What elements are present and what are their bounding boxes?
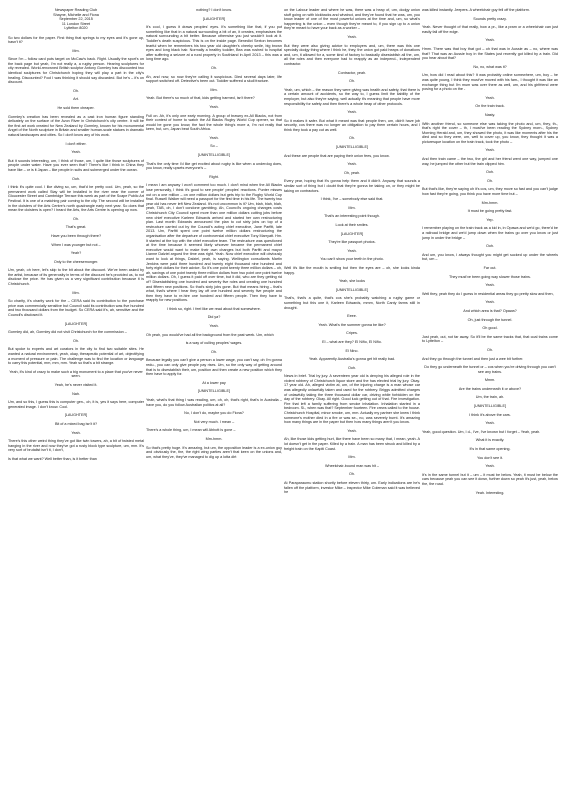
transcript-paragraph: And um, you know, I always thought you might get sucked up under the wheels but, um – [422,252,558,262]
street-address: 11 London Street [61,21,91,26]
transcript-paragraph: I remember playing on the train track as a kid in, in Opawa and we'd go, there'd be a railroad bridge and we'd jump down when the trains go over you know or just jump in under the bridge – [422,226,558,240]
transcript-line: Yeah. [485,148,495,153]
transcript-line: When I was younger but not – [51,242,101,247]
transcript-line: Yeah. [485,95,495,100]
transcript-line: So – [210,144,218,149]
transcript-line: Yeah. [485,421,495,426]
column-body [422,8,558,495]
transcript-line: At a lower pay [202,380,226,385]
transcript-paragraph: Just yeah, out, not far away. So it'll be the same tracks that, that coal trains come to Lyttelton – [422,334,558,344]
transcript-paragraph: So it makes it safer. But what it meant was that people then, um, didn't have job security, cos there was no longer an obligation to pay them certain hours, and I think they took a pay cut as well. [284,118,420,132]
transcript-line: [UNINTELLIGIBLE] [198,389,230,394]
transcript-paragraph: At Paraparaumu station shortly before eleven thirty, um. Early indications are he's fallen off the platform, investor Mike – inspector Mike Coleman said it was believed he [284,480,420,495]
transcript-line: Yep. [486,217,494,222]
transcript-column-2 [146,8,282,794]
transcript-line: Mm. [348,455,356,460]
transcript-line: Have you been through there? [50,233,102,238]
transcript-line: That's an interesting point though. [324,214,380,219]
transcript-column-4 [422,8,558,794]
transcript-line: Wheelchair-bound man was hit – [324,463,379,468]
transcript-line: Yeah. [347,34,357,39]
transcript-paragraph: Yeah, what's that thing I was reading, um, oh, oh, that's right, that's in Australia – have you, do you follow Australian politics at all? [146,398,282,407]
transcript-line: Bit of a mixed bag isn't it? [54,421,98,426]
transcript-paragraph: But they were also giving advice to employers and, um, there was this one specially dodgy thing where I think he, they, the union got paid heaps of donations and, um, it allowed for a, some kind of factory to basically disestablish all the, um, all the roles and then everyone had to reapply as an independ-, independent contractor. [284,43,420,66]
transcript-paragraph: Yeah. Never thought of that really, how a pr-, like a pram or a wheelchair can just easily fall off the edge. [422,25,558,34]
transcript-line: Oh, just through the tunnel. [467,317,513,322]
transcript-line: Art. [73,97,79,102]
transcript-paragraph: News in brief. Trial by jury. A seventeen year old is denying his alleged role in the violent robbery of Christchurch liquor store and the has elected trial by jury. Okay. 17 year old. Ah, alleged victim at, um, of the injuring charge is a man whose car was allegedly unlawfully taken and used for the robbery. Briggs admitted charges of unlawfully taking the three thousand dollar car, driving while forbidden on the day of the robbery. Okay. All right. Good luck getting out of that. Fire investigation. Fire that left a family suffering from smoke inhalation. Inhalation started in a bedroom. Si-, when was that? September fourteen. Fire crews called to the house. Christchurch Hospital, minor smoke, um, mm. Actually my partner she knew I think someone's mother died in a fire or was se-, no, was severely burnt. It's amazing how many things are in the paper but then how many things aren't you know. [284,374,420,425]
transcript-paragraph: And then train came – the two, the girl and her friend went one way, jumped one way, he jumped the other but the train clipped him. [422,157,558,166]
transcript-line: Oh. [487,347,493,352]
transcript-line: Yeah. [347,162,357,167]
transcript-paragraph: Hmm. There was that boy that got – oh that was in Aussie as – no, where was that? That was an Aussie boy in the States just recently got killed by a train. Did you hear about that? [422,46,558,61]
transcript-line: Yeah. [347,110,357,115]
transcript-line: Ooh. [71,176,81,181]
transcript-line: Yeah. [347,428,357,433]
transcript-paragraph: Yeah, um, which – the reason they were giving was health and safety, that there is a certain amount of accidents, so the way to, I guess limit the liability of the employer, but also they're saying, well actually it's meaning that people have more responsibility for safety and then there's a whole heap of other protocols. [284,87,420,106]
transcript-line: Yeah. [209,104,219,109]
transcript-line: Oh. [349,136,355,141]
transcript-line: Yeah. [71,150,81,155]
transcript-line: Eeee. [347,314,357,319]
transcript-line: Right. [209,174,219,179]
transcript-line: No, I don't do, maybe you do Fiona? [184,411,244,416]
transcript-paragraph: There's this other weird thing they've got like twin towers, ah, a bit of twisted metal hanging in the river and now they've got a rusty block type sculpture, um, mm. It's very sort of brutalist isn't it, I don't, [8,439,144,453]
transcript-line: Yeah. [485,38,495,43]
transcript-line: It's in that same opening. [469,447,511,452]
transcript-line: Yeah. [209,135,219,140]
transcript-line: Sounds pretty crazy. [473,16,507,21]
transcript-paragraph: Gormley did, ah, Gormley did not visit Christchurch for the commission – [8,330,127,335]
transcript-paragraph: I think it's quite cool. I like diving so, um, that'd be pretty cool. Um, yeah, so the permanent work called Stay will be installed in the river near the corner of Gloucester Street and Cambridge Terrace this week as part of the Scape Public Art Festival. It is one of a matching pair coming to the city. The second will be installed in the cloisters of the Arts Centre's north quadrangle early next year. So does that mean the cloisters is open? I heard the Arts, the Arts Centre is opening up now. [8,185,144,213]
transcript-line: I think so, right. I feel like we read about that somewhere. [167,306,261,311]
transcript-line: [UNINTELLIGIBLE] [336,145,368,150]
transcript-paragraph: And these are people that are paying their union fees, you know. [284,153,390,158]
transcript-paragraph: And they go through the tunnel and then just a wee bit further. [422,356,524,361]
transcript-paragraph: Gormley's creation has been revealed as a cast iron human figure standing delicately on the surface of the Avon River in Christchurch's city centre. It will be the first art work created for New Zealand by Gormley, known for his monumental Angel of the North sculpture in Britain and smaller human-scale statues in dramatic natural landscapes and cities. So I don't know any of his work. [8,114,144,137]
transcript-line: [UNINTELLIGIBLE] [474,404,506,409]
transcript-line: Only to the cheesemonger. [53,259,99,264]
transcript-paragraph: Ah, like those kids getting hurt, like there have been so many that, I mean, yeah. A lot doesn't get in the paper. Killed by a train. A man has been struck and killed by a freight train on the Kapiti Coast. [284,437,420,451]
transcript-line: It must be going pretty fast. [467,209,513,214]
transcript-line: Are the trains underneath it or above? [458,386,522,391]
transcript-paragraph: That's the only time I'd like get excited about rugby is like when a underdog does, you know, really upsets everyone's – [146,161,282,171]
transcript-paragraph: I mean I am anyway I won't comment too much. I don't mind when the All Blacks lose personally, I think it's good to see people' peoples' reactions. Punter misses out on a one million – on one million dollars but gets trip to the Rugby World Cup final. Russell Walker will need a passport for the first time in his life. The twenty two year old has never left New Zealand. It's not uncommon is it? Um, blah, blah, blah, yeah, TAB, oh, I don't condone gambling. Ah, Council's ongoing changes costs Christchurch City Council spent more than one million dollars cutting jobs before new chief executive Karleen Edwards arrived and started her own restructuring plan. Last month Edwards announced the plan to cut sixty jobs on top of a restructure carried out by the Council's acting chief executive, Jane Parfitt, late 2013. Um, Parfitt spent one point twelve million dollars restructuring the organisation after the departure of controversial chief executive Tony Marryatt. Hm. It started at the top with the chief executive team. The restructure was questioned at the time because it seemed likely whoever became the permanent chief executive would want to make their own changes but both Parfitt and mayor Lianne Dalziel argued the time was right. Yeah. Now chief executive will obviously want to look at things, Dalziel, yeah, is saying. Wellington consultants Martin Jenkins were paid three hundred and twenty eight thousand nine hundred and forty eight dollars for their advice. So it's one point twenty three million dollars – oh, ah, savings of one point twenty three million dollars from two point one point twelve million dollars. Oh, I guess it paid off over time, but it did, who are they getting rid of? Disestablishing one hundred and seventy five roles and creating one hundred and fifteen new positions. So that's sixty jobs gone. But that means hiring – that's what, that's where I hear they lay off one hundred and seventy five people and then they have to re-hire one hundred and fifteen people. Then they have to reapply for new positions. [146,183,282,303]
transcript-line: Yeah. [485,300,495,305]
transcript-line: Yeah. Interesting. [475,490,505,495]
transcript-paragraph: Um, and so this, I guess this is computer gen-, oh, it is, yes it says here, computer generated image. I don't know. Cool. [8,400,144,409]
transcript-line: Mm. [72,290,80,295]
transcript-paragraph: was killed instantly. Jeepers. A wheelchair guy fell off the platform. [422,8,530,12]
transcript-line: No, no, what was it? [473,64,507,69]
transcript-line: Um, the train, ah. [475,395,505,400]
transcript-line: Mm. [72,48,80,53]
transcript-line: [UNINTELLIGIBLE] [198,153,230,158]
transcript-line: Yeah. What's the summer gonna be like? [318,322,386,327]
participants: Shayne, Michelle and Fiona [53,12,99,17]
transcript-paragraph: With another friend, so someone else was taking the photo and, um, they, th-, that's right the cover – th, I must've been reading the Sydney morn-, Sydney Morning Herald and, um, they showed the photo, it was like moments after his the died and so they were, um, well to cover up, you know, they thought it was a picturesque location on the train track, took the photo – [422,121,558,144]
transcript-line: Mm-hmm. [205,436,223,441]
column-body [284,8,420,495]
transcript-line: Contractor, yeah. [337,70,367,75]
transcript-line: Oh. [211,65,217,70]
transcript-line: That's great. [65,225,87,230]
transcript-line: Oh good. [482,326,498,331]
transcript-line: Mmm. [484,378,496,383]
transcript-line: El – what are they? El Niño, El Niño. [322,339,382,344]
transcript-line: Yeah. Apparently Australia's gonna get hit really bad. [308,357,396,362]
transcript-paragraph: Because legally you can't give a person a lower wage, you can't say, oh I'm gonna redu-, you can only give people pay rises. Um, so the only way of getting around that is to disestablish their, um, position and then create a new position which they then have to apply for. [146,358,282,377]
transcript-line: Nasty. [484,112,496,117]
transcript-line: And which area is that? Opawa? [463,308,517,313]
transcript-line: is a way of culling peoples' wages. [185,341,243,346]
transcript-line: Oh. [487,178,493,183]
transcript-line: [UNINTELLIGIBLE] [336,287,368,292]
transcript-paragraph: Every year, hoping that it's gonna help them and it didn't. Anyway that sounds a similar sort of thing but I doubt that they're gonna be taking on, or they might be taking on contractors. [284,179,420,193]
column-body [146,8,282,459]
transcript-line: Mm. [210,87,218,92]
transcript-line: Yeah. [485,283,495,288]
transcript-line: Did ya? [207,315,221,320]
city-postcode: Lyttelton 8020 [64,26,88,30]
transcript-line: Nah. [72,391,80,396]
transcript-line: Mm. [348,205,356,210]
transcript-line: Look at their smiles. [335,223,369,227]
transcript-line: Not very much. I mean – [193,419,235,424]
transcript-line: nothing? I don't know. [196,8,232,12]
transcript-line: They must've been going way slower those trains. [449,274,531,279]
transcript-line: I don't either. [65,141,87,146]
transcript-paragraph: It's in the same tunnel but it – um – it must be below. Yeah, it must be below the cars because yeah you can see it down, further down so yeah it's just, yeah, below the, the road. [422,472,558,486]
transcript-paragraph: Is that what we want? Well better than, is it better than [8,456,97,461]
transcript-column-3 [284,8,420,794]
transcript-paragraph: Um, yeah, oh here, let's skip to the bit about the discount. We've been asked by the artist, because of its generosity in terms of the discount he's provided us, to not disclose the price. He has given us a very significant contribution because it is Christchurch. [8,268,144,287]
transcript-line: Oh. [73,216,79,221]
transcript-line: You can't show your teeth in the photo. [320,257,384,262]
transcript-line: [LAUGHTER] [340,231,364,236]
transcript-line: [LAUGHTER] [64,321,88,326]
transcript-line: He sold them cheaper. [57,106,95,111]
transcript-paragraph: Ah, and now, so now they're calling it suspicious. Died several days later, life support switched off. Detective's been out. Toddler suffered a skull fracture. [146,74,282,84]
transcript-line: Oh. [349,79,355,84]
date: September 22, 2015 [59,17,93,21]
transcript-line: Yeah. [347,248,357,253]
transcript-line: You don't see it. [476,455,504,460]
transcript-paragraph: Well it's like the mouth is smiling but then the eyes are – oh, she looks kinda happy. [284,265,420,275]
transcript-paragraph: Yeah, good question. Um, I d-, I've, I've known but I forget – Yeah, yeah. [422,429,541,434]
column-body [8,36,144,462]
transcript-line: Oh. [73,338,79,343]
transcript-line: I think, I've – somebody else said that. [320,197,384,202]
transcript-line: On the train track. [475,104,505,109]
transcript-paragraph: But spoke to experts and art curators in the city to find two suitable sites. He wanted a natural environment, yeah, okay, therapeutic potential of art, objectifying a moment of pressure or pain. The challenge was to find the location or language to carry this potential, mm, mm, mm. Yeah so that's a bit strange. [8,347,144,366]
transcript-paragraph: It's cool, I guess it draws peoples' eyes. It's something like that, if you put something like that in a natural surrounding a bit of an, it creates, emphasises the natural surrounding a bit better. Because otherwise you just wouldn't look at it. Toddler's death suspicious. This is on the inside page. Benedict Sexton becomes tearful when he remembers his two year old daughter's cheeky smile, big brown eyes and long black hair. Normally a healthy toddler, Bea was rushed to hospital after suffering a seizure at a rural property in Southland in April 2013 – this was a long time ago. [146,25,282,62]
transcript-paragraph: There's a whole thing, um, I mean will Abbott is gone – [146,428,236,433]
transcript-line: What it is exactly. [475,438,505,443]
transcript-paragraph: Since I'm – follow card puts target on McCaw's back. Right. Usually the sport's on the back page but yeah, I'm not really a, a rugby person. Hearing sculptures for city revealed. World-renowned British sculptor Antony Gormley has discounted two identical sculptures for Christchurch hoping they will play a part in the city's healing. Discounted? Fool I was thinking it should say discarded. But he's – it's on discount. [8,57,144,85]
transcript-paragraph: Yeah. But there's so much of that, kids getting harmed, isn't there? [146,96,255,101]
document-header [8,8,144,31]
transcript-line: [LAUGHTER] [64,413,88,418]
transcript-line: Cripes. [346,331,358,336]
transcript-paragraph: So charity, it's charity work for the – CERA said its contribution to the purchase price was commercially sensitive but Council said its contribution was five hundred and two thousand dollars from the budget. So CERA said it's, ah, sensitive and the Council's disclosed it. [8,299,144,318]
transcript-line: Ooh. [485,170,495,175]
transcript-line: Far out. [483,265,497,270]
transcript-paragraph: Oh yeah, you would've had all the background from the past week. Um, which [146,332,274,337]
transcript-line: Yeah, she looks [338,279,366,284]
transcript-line: [LAUGHTER] [202,16,226,21]
transcript-paragraph: That's, that's a quite, that's cos she's probably watching a rugby game or something but this one it, Karleen Edwards, mmm, North Canty farms still in drought. [284,296,420,310]
transcript-line: Oh. [73,88,79,93]
transcript-column-1 [8,8,144,794]
transcript-line: Ooh. [485,244,495,249]
transcript-line: Ooh. [347,365,357,370]
transcript-paragraph: But it sounds interesting, um, I think of those, um, I quite like those sculptures of people under water. Have you ever seen that? There's like I think in China they have like – or is it Japan – like people in suits and submerged under the ocean. [8,158,144,172]
transcript-line: Yeah. [71,430,81,435]
transcript-paragraph: Um, how did I read about this? It was probably online somewhere, um, boy – he was quite young, I think they must've moved with his fam-, I thought it was like an exchange thing but I'm mum was over there as well, um, and his girlfriend were posing for a photo on the - [422,73,558,92]
transcript-paragraph: Well they, yeah they do I guess in residential areas they go pretty slow and then, [422,291,554,296]
transcript-line: Oh. [349,472,355,477]
transcript-paragraph: on the Labour leader and where he was, there was a heap of, um, dodgy union stuff going on with kickbacks and whatnot, and they've found that he was, um, you know leader of one of the most powerful unions at the time and, um, so what's happening is the union – even though they're meant to, if you sign up to a union they're meant to have your back as a worker – [284,8,420,31]
transcript-line: Yeah, it's kind of crazy to make such a big monument to a place that you've never seen. [9,369,143,379]
transcript-line: They're like passport photos. [328,240,376,245]
transcript-paragraph: Full on. Ah, it's only one early morning. A group of brawny ex-All Blacks, not from their contest of home to watch the All Blacks Rugby World Cup opener, so that would be gone you know, the fact the whole thing's more a, I'm not really that keen, but, um, Japan beat South Africa. [146,113,282,132]
transcript-paragraph: But that's like, they're saying oh it's cos, um, they move so fast and you can't judge how fast they're going, you think you have more time but – [422,187,558,197]
transcript-line: Yeah. [209,324,219,329]
transcript-line: Mm-hmm. [481,200,499,205]
transcript-line: Yeah. [485,464,495,469]
transcript-line: Yeah? [70,251,82,256]
transcript-paragraph: So two dollars for the paper. First thing that springs to my eyes and it's gone up, hasn't it? [8,35,144,45]
transcript-paragraph: So that's pretty huge. It's amazing, but um, the opposition leader is a ex-union guy and obviously the, the, the right wing parties aren't that keen on the unions and, um, what they've, they've managed to dig up a lotta dirt [146,445,282,459]
transcript-line: El Nino. [345,348,359,353]
transcript-line: Do they go underneath the tunnel or – cos when you're driving through you can't see any trains. [424,365,556,374]
transcript-line: Oh, yeah. [343,170,361,175]
transcript-line: I think it's above the cars. [469,412,511,417]
transcript-line: Yeah, he's never visited it. [54,382,98,387]
club-name: Newspaper Reading Club [54,8,98,12]
transcript-line: Oh. [211,349,217,354]
